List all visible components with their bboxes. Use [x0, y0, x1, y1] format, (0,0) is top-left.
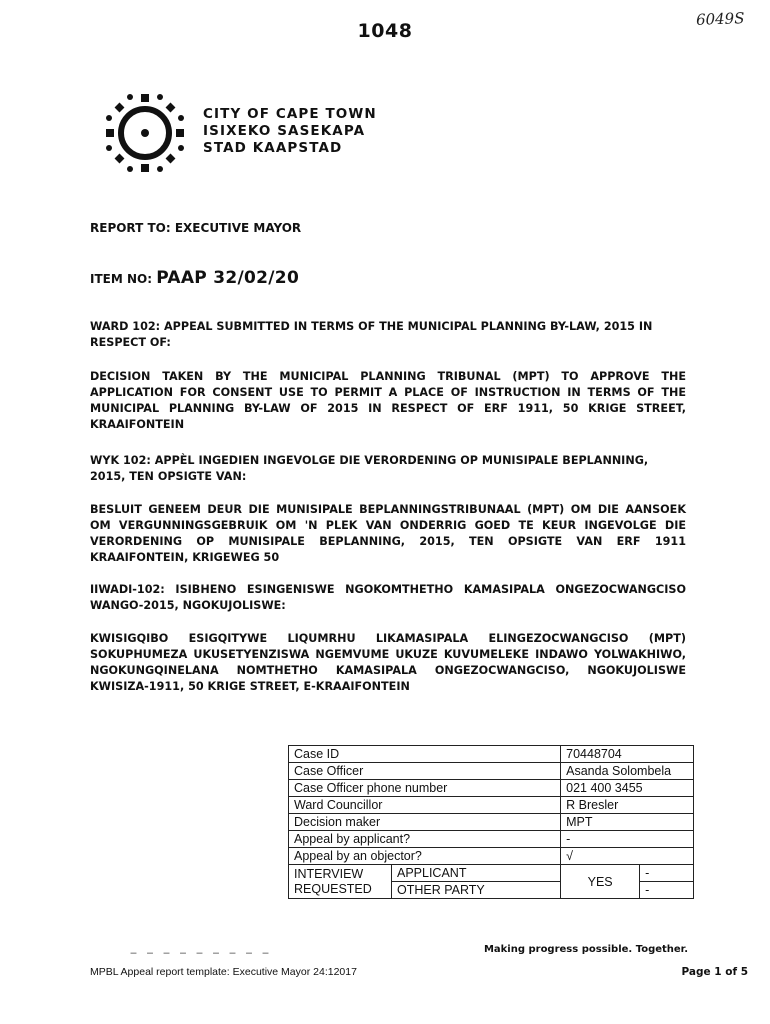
- footer-template-reference: MPBL Appeal report template: Executive Mayor 24:12017: [90, 966, 357, 978]
- paragraph-ward-appeal-english: WARD 102: APPEAL SUBMITTED IN TERMS OF THE MUNICIPAL PLANNING BY-LAW, 2015 IN RESPECT OF:: [90, 320, 653, 349]
- paragraph-ward-appeal-afrikaans: WYK 102: APPÈL INGEDIEN INGEVOLGE DIE VERORDENING OP MUNISIPALE BEPLANNING, 2015, TEN OPSIGTE VAN:: [90, 454, 649, 483]
- case-officer-phone-label: Case Officer phone number: [289, 780, 561, 797]
- item-number-line: [90, 268, 299, 288]
- other-party-interview-value: -: [640, 882, 694, 899]
- case-officer-phone-value: 021 400 3455: [561, 780, 694, 797]
- yes-label: YES: [561, 865, 640, 899]
- applicant-label: APPLICANT: [392, 865, 561, 882]
- appeal-by-applicant-value: -: [561, 831, 694, 848]
- case-id-label: Case ID: [289, 746, 561, 763]
- paragraph-decision-xhosa: KWISIGQIBO ESIGQITYWE LIQUMRHU LIKAMASIPALA ELINGEZOCWANGCISO (MPT) SOKUPHUMEZA UKUSETYENZISWA NGEMVUME UKUZE KUVUMELEKE INDAWO YOLWAKHIWO, NGOKUNGQINELANA NOMTHETHO KAMASIPALA ONGEZOCWANGCISO, NGOKUJOLISWE KWISIZA-1911, 50 KRIGE STREET, E-KRAAIFONTEIN: [90, 632, 686, 693]
- item-number-value: PAAP 32/02/20: [156, 268, 300, 288]
- paragraph-ward-appeal-xhosa: IIWADI-102: ISIBHENO ESINGENISWE NGOKOMTHETHO KAMASIPALA ONGEZOCWANGCISO WANGO-2015, NGOKUJOLISWE:: [90, 583, 686, 612]
- case-details-table: [288, 745, 694, 899]
- city-name-block: [203, 106, 377, 157]
- table-row: [289, 780, 694, 797]
- decision-maker-label: Decision maker: [289, 814, 561, 831]
- document-page-number: 1048: [357, 20, 413, 42]
- applicant-interview-value: -: [640, 865, 694, 882]
- appeal-by-applicant-label: Appeal by applicant?: [289, 831, 561, 848]
- item-number-label: ITEM NO:: [90, 272, 157, 286]
- paragraph-decision-afrikaans: BESLUIT GENEEM DEUR DIE MUNISIPALE BEPLANNINGSTRIBUNAAL (MPT) OM DIE AANSOEK OM VERGUNNINGSGEBRUIK OM 'N PLEK VAN ONDERRIG GOED TE KEUR INGEVOLGE DIE VERORDENING OP MUNISIPALE BEPLANNING, 2015, TEN OPSIGTE VAN ERF 1911 KRAAIFONTEIN, KRIGEWEG 50: [90, 503, 686, 564]
- case-officer-label: Case Officer: [289, 763, 561, 780]
- decision-maker-value: MPT: [561, 814, 694, 831]
- interview-requested-label: [289, 865, 392, 899]
- ward-councillor-label: Ward Councillor: [289, 797, 561, 814]
- other-party-label: OTHER PARTY: [392, 882, 561, 899]
- table-row: [289, 763, 694, 780]
- table-row: [289, 746, 694, 763]
- city-name-xhosa: ISIXEKO SASEKAPA: [203, 123, 366, 139]
- table-row: [289, 814, 694, 831]
- paragraph-decision-english: DECISION TAKEN BY THE MUNICIPAL PLANNING TRIBUNAL (MPT) TO APPROVE THE APPLICATION FOR CONSENT USE TO PERMIT A PLACE OF INSTRUCTION IN TERMS OF THE MUNICIPAL PLANNING BY-LAW OF 2015 IN RESPECT OF ERF 1911, 50 KRIGE STREET, KRAAIFONTEIN: [90, 370, 686, 431]
- appeal-by-objector-value: √: [561, 848, 694, 865]
- report-to-line: REPORT TO: EXECUTIVE MAYOR: [90, 221, 302, 235]
- case-id-value: 70448704: [561, 746, 694, 763]
- city-name-english: CITY OF CAPE TOWN: [203, 106, 377, 122]
- city-of-cape-town-emblem-icon: [100, 88, 190, 178]
- appeal-by-objector-label: Appeal by an objector?: [289, 848, 561, 865]
- interview-label-line2: REQUESTED: [294, 881, 372, 896]
- case-officer-value: Asanda Solombela: [561, 763, 694, 780]
- table-row: [289, 865, 694, 882]
- footer-page-indicator: Page 1 of 5: [681, 966, 748, 978]
- table-row: [289, 848, 694, 865]
- footer-slogan: Making progress possible. Together.: [483, 944, 688, 955]
- table-row: [289, 831, 694, 848]
- city-name-afrikaans: STAD KAAPSTAD: [203, 140, 343, 156]
- interview-label-line1: INTERVIEW: [294, 866, 364, 881]
- handwritten-note: 6049S: [695, 9, 745, 29]
- table-row: [289, 797, 694, 814]
- footer-dashed-line: ‒ ‒ ‒ ‒ ‒ ‒ ‒ ‒ ‒: [130, 946, 272, 959]
- ward-councillor-value: R Bresler: [561, 797, 694, 814]
